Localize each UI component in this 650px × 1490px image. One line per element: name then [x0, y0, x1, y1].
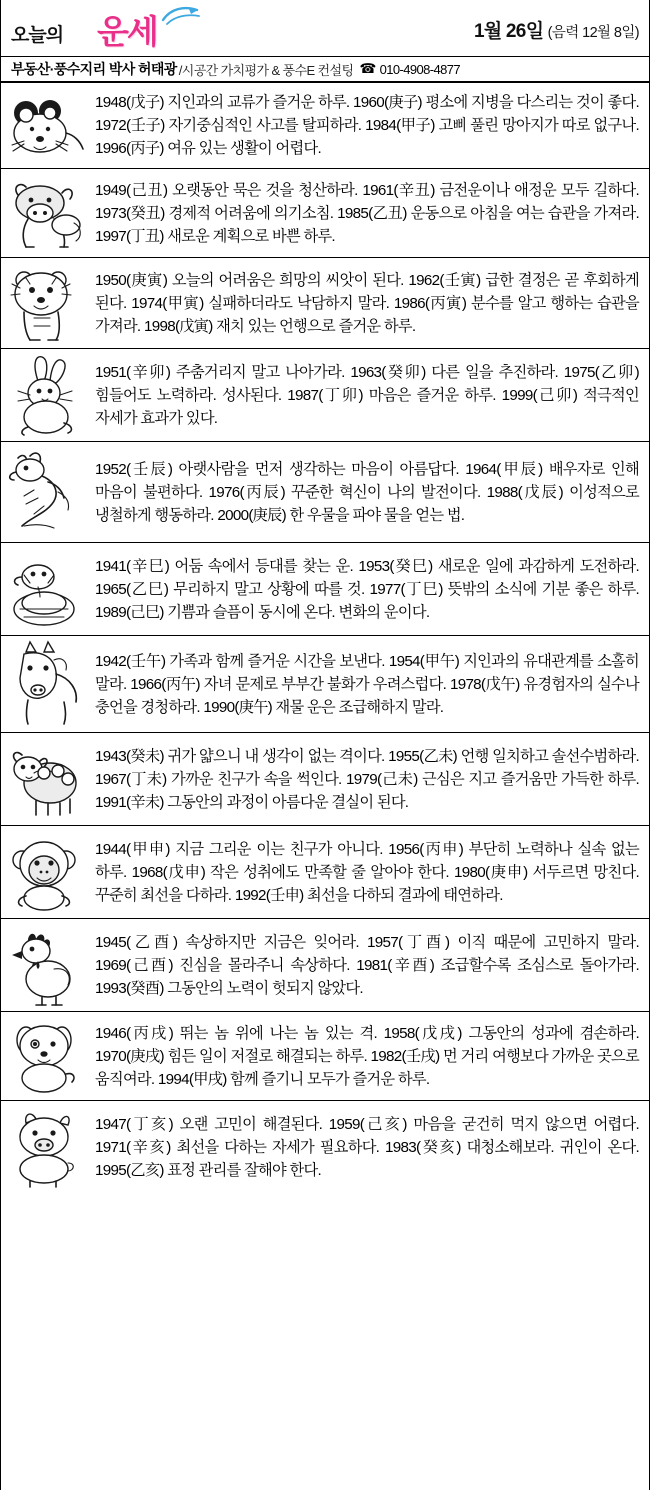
fortune-text — [93, 83, 649, 168]
sheep-icon — [1, 733, 93, 825]
fortune-paragraph: 1944(甲申) 지금 그리운 이는 친구가 아니다. 1956(丙申) 부단히 노력하나 실속 없는 하루. 1968(戊申) 작은 성취에도 만족할 줄 알아야 한다. 1980(庚申) 서두르면 망친다. 꾸준히 최선을 다하라. 1992(壬申) 최선을 다하되 결과에 태연하라. — [95, 840, 639, 904]
tiger-icon — [1, 258, 93, 348]
rabbit-icon — [1, 349, 93, 441]
fortune-text — [93, 826, 649, 918]
fortune-paragraph: 1943(癸未) 귀가 얇으니 내 생각이 없는 격이다. 1955(乙未) 언행 일치하고 솔선수범하라. 1967(丁未) 가까운 친구가 속을 썩인다. 1979(己未) 근심은 지고 즐거움만 가득한 하루. 1991(辛未) 그동안의 과정이 아름다운 결실이 된다. — [95, 747, 639, 811]
pig-icon — [1, 1101, 93, 1193]
fortune-paragraph: 1945(乙酉) 속상하지만 지금은 잊어라. 1957(丁酉) 이직 때문에 고민하지 말라. 1969(己酉) 진심을 몰라주니 속상하다. 1981(辛酉) 조급할수록 조심스로 돌아가라. 1993(癸酉) 그동안의 노력이 헛되지 않았다. — [95, 933, 639, 997]
zodiac-row-sheep — [1, 733, 649, 826]
fortune-paragraph: 1949(己丑) 오랫동안 묵은 것을 청산하라. 1961(辛丑) 금전운이나 애정운 모두 길하다. 1973(癸丑) 경제적 어려움에 의기소침. 1985(乙丑) 운동으로 아침을 여는 습관을 가져라. 1997(丁丑) 새로운 계획으로 바쁜 하루. — [95, 181, 639, 245]
zodiac-row-monkey — [1, 826, 649, 919]
fortune-paragraph: 1948(戊子) 지인과의 교류가 즐거운 하루. 1960(庚子) 평소에 지병을 다스리는 것이 좋다. 1972(壬子) 자기중심적인 사고를 탈피하라. 1984(甲子) 고삐 풀린 망아지가 따로 없구나. 1996(丙子) 여유 있는 생활이 어렵다. — [95, 94, 639, 158]
fortune-paragraph: 1942(壬午) 가족과 함께 즐거운 시간을 보낸다. 1954(甲午) 지인과의 유대관계를 소홀히 말라. 1966(丙午) 자녀 문제로 부부간 불화가 우려스럽다. 1978(戊午) 유경험자의 실수나 충언을 경청하라. 1990(庚午) 재물 운은 조급해하지 말라. — [95, 652, 639, 716]
fortune-text — [93, 919, 649, 1011]
fortune-text — [93, 349, 649, 441]
zodiac-list — [1, 83, 649, 1193]
fortune-paragraph: 1946(丙戌) 뛰는 놈 위에 나는 놈 있는 격. 1958(戊戌) 그동안의 성과에 겸손하라. 1970(庚戌) 힘든 일이 저절로 해결되는 하루. 1982(壬戌) 먼 거리 여행보다 가까운 곳으로 움직여라. 1994(甲戌) 함께 즐기니 모두가 즐거운 하루. — [95, 1024, 639, 1088]
logo — [9, 4, 209, 52]
rat-icon — [1, 83, 93, 168]
logo-today-text: 오늘의 — [11, 25, 64, 46]
snake-icon — [1, 543, 93, 635]
monkey-icon — [1, 826, 93, 918]
byline-affiliation: /시공간 가치평가 & 풍수E 컨설팅 — [178, 62, 354, 78]
dog-icon — [1, 1012, 93, 1100]
fortune-text — [93, 636, 649, 732]
byline-credential: 부동산·풍수지리 박사 허태광 — [11, 61, 177, 77]
zodiac-row-rabbit — [1, 349, 649, 442]
fortune-text — [93, 733, 649, 825]
zodiac-row-horse — [1, 636, 649, 733]
zodiac-row-dog — [1, 1012, 649, 1101]
fortune-paragraph: 1951(辛卯) 주춤거리지 말고 나아가라. 1963(癸卯) 다른 일을 추진하라. 1975(乙卯) 힘들어도 노력하라. 성사된다. 1987(丁卯) 마음은 즐거운 하루. 1999(己卯) 적극적인 자세가 효과가 있다. — [95, 363, 639, 427]
phone-icon: ☎ — [359, 61, 376, 76]
fortune-text — [93, 442, 649, 542]
date-day: 26일 — [505, 21, 544, 42]
zodiac-row-rat — [1, 83, 649, 169]
fortune-text — [93, 1101, 649, 1193]
byline — [1, 57, 649, 83]
fortune-paragraph: 1950(庚寅) 오늘의 어려움은 희망의 씨앗이 된다. 1962(壬寅) 급한 결정은 곧 후회하게 된다. 1974(甲寅) 실패하더라도 낙담하지 말라. 1986(丙寅) 분수를 알고 행하는 습관을 가져라. 1998(戊寅) 재치 있는 언행으로 즐거운 하루. — [95, 271, 639, 335]
horse-icon — [1, 636, 93, 732]
fortune-paragraph: 1947(丁亥) 오랜 고민이 해결된다. 1959(己亥) 마음을 굳건히 먹지 않으면 어렵다. 1971(辛亥) 최선을 다하는 자세가 필요하다. 1983(癸亥) 대청소해보라. 귀인이 온다. 1995(乙亥) 표정 관리를 잘해야 한다. — [95, 1115, 639, 1179]
bird-icon — [159, 4, 205, 30]
date-lunar: (음력 12월 8일) — [547, 25, 639, 41]
dragon-icon — [1, 442, 93, 542]
zodiac-row-rooster — [1, 919, 649, 1012]
fortune-text — [93, 543, 649, 635]
rooster-icon — [1, 919, 93, 1011]
zodiac-row-tiger — [1, 258, 649, 349]
page-header — [1, 0, 649, 57]
fortune-paragraph: 1952(壬辰) 아랫사람을 먼저 생각하는 마음이 아름답다. 1964(甲辰) 배우자로 인해 마음이 불편하다. 1976(丙辰) 꾸준한 혁신이 나의 발전이다. 1988(戊辰) 이성적으로 냉철하게 행동하라. 2000(庚辰) 한 우물을 파야 물을 얻는 법. — [95, 460, 639, 524]
ox-icon — [1, 169, 93, 257]
fortune-paragraph: 1941(辛巳) 어둠 속에서 등대를 찾는 운. 1953(癸巳) 새로운 일에 과감하게 도전하라. 1965(乙巳) 무리하지 말고 상황에 따를 것. 1977(丁巳) 뜻밖의 소식에 기분 좋은 하루. 1989(己巳) 기쁨과 슬픔이 동시에 온다. 변화의 운이다. — [95, 557, 639, 621]
logo-main-text: 운세 — [97, 13, 157, 50]
date-display — [474, 16, 639, 43]
fortune-text — [93, 258, 649, 348]
byline-phone: 010-4908-4877 — [379, 61, 461, 77]
zodiac-row-snake — [1, 543, 649, 636]
date-month: 1월 — [473, 21, 502, 42]
zodiac-row-pig — [1, 1101, 649, 1193]
fortune-text — [93, 1012, 649, 1100]
zodiac-row-ox — [1, 169, 649, 258]
fortune-text — [93, 169, 649, 257]
zodiac-row-dragon — [1, 442, 649, 543]
